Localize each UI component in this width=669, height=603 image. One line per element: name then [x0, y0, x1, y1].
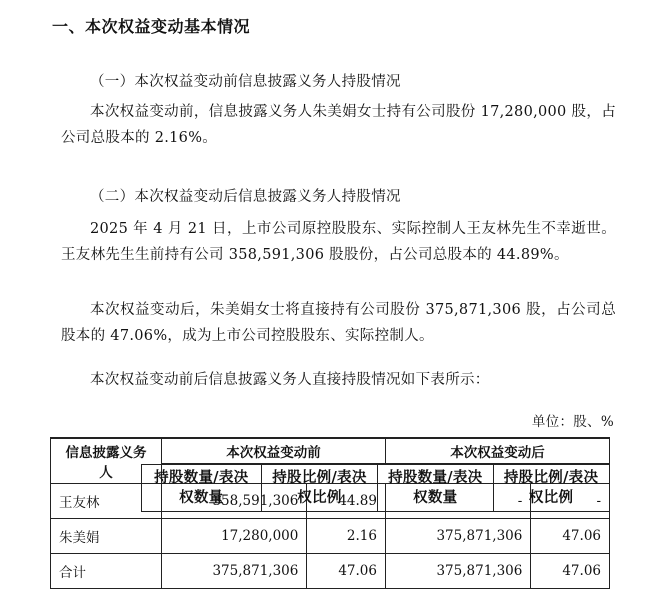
header-ratio-before: 持股比例/表决权比例: [262, 465, 378, 512]
row-shares-before: 358,591,306: [162, 484, 307, 519]
row-name: 合计: [51, 554, 162, 589]
row-name: 朱美娟: [51, 519, 162, 554]
subsection-heading-after: （二）本次权益变动后信息披露义务人持股情况: [90, 189, 401, 205]
row-name: 王友林: [51, 484, 162, 519]
paragraph-founder-death: 2025 年 4 月 21 日，上市公司原控股股东、实际控制人王友林先生不幸逝世。王友林先生生前持有公司 358,591,306 股股份，占公司总股本的 44.89%。: [61, 221, 616, 263]
row-ratio-after: 47.06: [531, 554, 610, 589]
row-shares-before: 17,280,000: [162, 519, 307, 554]
table-row: [51, 519, 610, 554]
table-header-row: [51, 438, 610, 464]
header-ratio-after: 持股比例/表决权比例: [493, 465, 609, 512]
paragraph-before-holding: 本次权益变动前，信息披露义务人朱美娟女士持有公司股份 17,280,000 股，占公司总股本的 2.16%。: [61, 104, 616, 146]
table-subheader-row: [141, 464, 610, 512]
row-shares-after: -: [385, 484, 530, 519]
holdings-table: [50, 437, 610, 589]
header-shares-after: 持股数量/表决权数量: [377, 465, 493, 512]
row-shares-after: 375,871,306: [385, 554, 530, 589]
subsection-heading-before: （一）本次权益变动前信息披露义务人持股情况: [90, 74, 401, 90]
paragraph-after-holding: 本次权益变动后，朱美娟女士将直接持有公司股份 375,871,306 股，占公司总股本的 47.06%，成为上市公司控股股东、实际控制人。: [61, 302, 616, 344]
row-ratio-before: 44.89: [307, 484, 386, 519]
row-ratio-before: 2.16: [307, 519, 386, 554]
header-shares-before: 持股数量/表决权数量: [141, 465, 262, 512]
header-disclosure-party: 信息披露义务人: [51, 438, 162, 484]
row-ratio-before: 47.06: [307, 554, 386, 589]
row-shares-before: 375,871,306: [162, 554, 307, 589]
row-shares-after: 375,871,306: [385, 519, 530, 554]
header-group-before: 本次权益变动前: [162, 438, 386, 464]
table-row: [51, 554, 610, 589]
row-ratio-after: 47.06: [531, 519, 610, 554]
section-heading: 一、本次权益变动基本情况: [52, 17, 251, 36]
row-ratio-after: -: [531, 484, 610, 519]
header-group-after: 本次权益变动后: [385, 438, 609, 464]
paragraph-table-intro: 本次权益变动前后信息披露义务人直接持股情况如下表所示：: [90, 372, 490, 388]
table-unit-label: 单位：股、%: [531, 414, 614, 430]
